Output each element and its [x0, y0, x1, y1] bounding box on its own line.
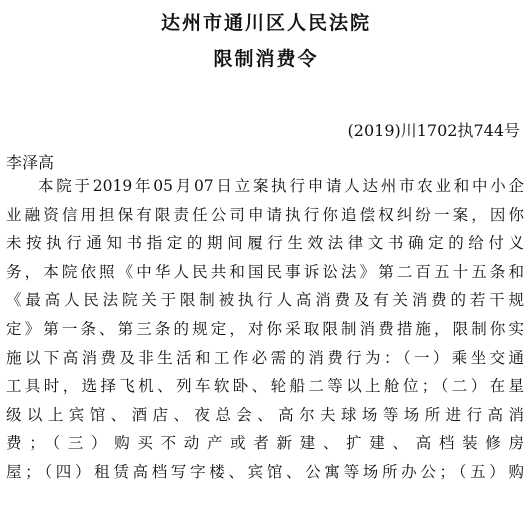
body-line: 业融资信用担保有限责任公司申请执行你追偿权纠纷一案，因你	[6, 205, 524, 224]
body-line: 级以上宾馆、酒店、夜总会、高尔夫球场等场所进行高消	[6, 405, 524, 424]
body-line: 屋；（四）租赁高档写字楼、宾馆、公寓等场所办公；（五）购	[6, 462, 524, 481]
body-line: 未按执行通知书指定的期间履行生效法律文书确定的给付义	[6, 234, 524, 253]
body-line: 费；（三）购买不动产或者新建、扩建、高档装修房	[6, 434, 524, 453]
addressee-name: 李泽高	[6, 153, 55, 172]
document-title: 限制消费令	[213, 48, 319, 70]
case-number: (2019)川1702执744号	[347, 121, 520, 140]
body-line: 定》第一条、第三条的规定，对你采取限制消费措施，限制你实	[6, 319, 524, 338]
order-body	[6, 172, 524, 487]
body-line: 施以下高消费及非生活和工作必需的消费行为：（一）乘坐交通	[6, 348, 524, 367]
body-line: 《最高人民法院关于限制被执行人高消费及有关消费的若干规	[6, 291, 524, 310]
court-name: 达州市通川区人民法院	[160, 12, 371, 34]
body-line: 务，本院依照《中华人民共和国民事诉讼法》第二百五十五条和	[6, 262, 524, 281]
body-line: 本院于2019年05月07日立案执行申请人达州市农业和中小企	[38, 177, 524, 195]
body-line: 工具时，选择飞机、列车软卧、轮船二等以上舱位；（二）在星	[6, 377, 524, 396]
